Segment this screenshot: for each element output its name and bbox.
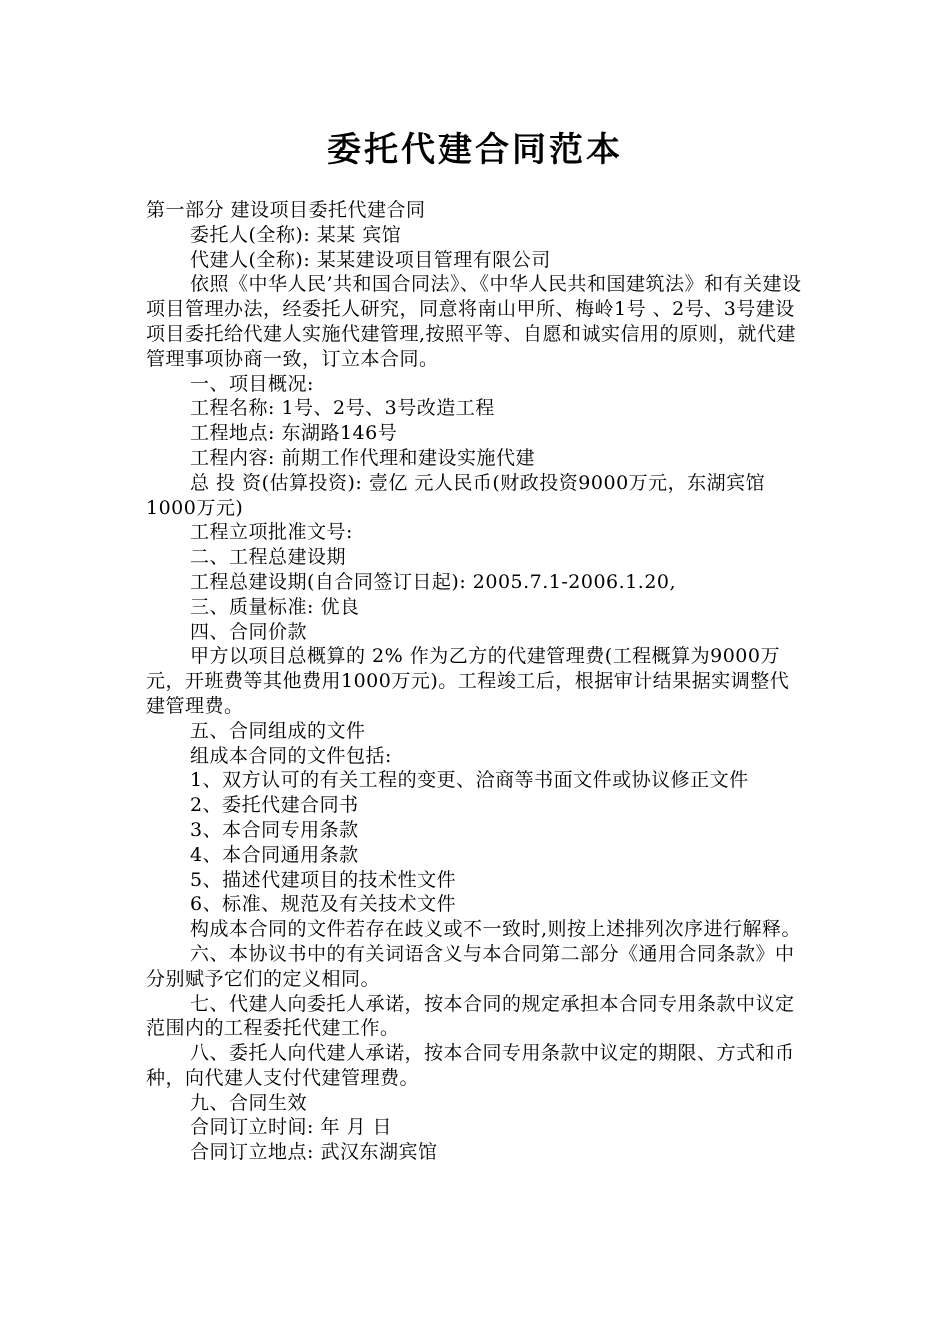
paragraph: 依照《中华人民’共和国合同法》、《中华人民共和国建筑法》和有关建设项目管理办法，经委托人研究，同意将南山甲所、梅岭1号 、2号、3号建设项目委托给代建人实施代建管理,按照平等、自愿和诚实信用的原则，就代建管理事项协商一致，订立本合同。 (146, 273, 802, 370)
paragraph: 七、代建人向委托人承诺，按本合同的规定承担本合同专用条款中议定范围内的工程委托代建工作。 (146, 992, 795, 1040)
paragraph: 合同订立地点: 武汉东湖宾馆 (190, 1141, 438, 1164)
paragraph: 4、本合同通用条款 (190, 843, 359, 866)
paragraph: 工程总建设期(自合同签订日起): 2005.7.1-2006.1.20, (190, 570, 677, 593)
paragraph: 八、委托人向代建人承诺，按本合同专用条款中议定的期限、方式和币种，向代建人支付代建管理费。 (146, 1042, 795, 1089)
paragraph: 一、项目概况: (190, 372, 314, 395)
paragraph: 委托人(全称): 某某 宾馆 (190, 223, 402, 246)
paragraph: 甲方以项目总概算的 2% 作为乙方的代建管理费(工程概算为9000万元，开班费等其他费用1000万元)。工程竣工后，根据审计结果据实调整代建管理费。 (146, 645, 790, 717)
paragraph: 工程名称: 1号、2号、3号改造工程 (190, 397, 495, 420)
paragraph: 代建人(全称): 某某建设项目管理有限公司 (190, 248, 551, 271)
paragraph: 工程立项批准文号: (190, 521, 353, 544)
paragraph: 2、委托代建合同书 (190, 794, 359, 817)
paragraph: 构成本合同的文件若存在歧义或不一致时,则按上述排列次序进行解释。 (190, 918, 802, 941)
paragraph: 三、质量标准: 优良 (190, 595, 360, 618)
paragraph: 九、合同生效 (190, 1091, 308, 1114)
paragraph: 六、本协议书中的有关词语含义与本合同第二部分《通用合同条款》中分别赋予它们的定义相同。 (146, 942, 795, 990)
paragraph: 3、本合同专用条款 (190, 818, 359, 841)
paragraph: 工程内容: 前期工作代理和建设实施代建 (190, 446, 535, 469)
paragraph: 1、双方认可的有关工程的变更、洽商等书面文件或协议修正文件 (190, 769, 749, 792)
paragraph: 五、合同组成的文件 (190, 719, 366, 742)
paragraph: 组成本合同的文件包括: (190, 744, 392, 767)
document-title: 委托代建合同范本 (327, 130, 623, 170)
paragraph: 四、合同价款 (190, 620, 308, 643)
paragraph: 5、描述代建项目的技术性文件 (190, 868, 457, 891)
paragraph: 总 投 资(估算投资): 壹亿 元人民币(财政投资9000万元，东湖宾馆1000万元) (146, 471, 766, 519)
paragraph: 二、工程总建设期 (190, 546, 347, 569)
paragraph: 6、标准、规范及有关技术文件 (190, 893, 457, 916)
document-body (146, 198, 808, 1165)
paragraph: 第一部分 建设项目委托代建合同 (146, 199, 426, 221)
paragraph: 工程地点: 东湖路146号 (190, 422, 398, 445)
paragraph: 合同订立时间: 年 月 日 (190, 1116, 393, 1139)
